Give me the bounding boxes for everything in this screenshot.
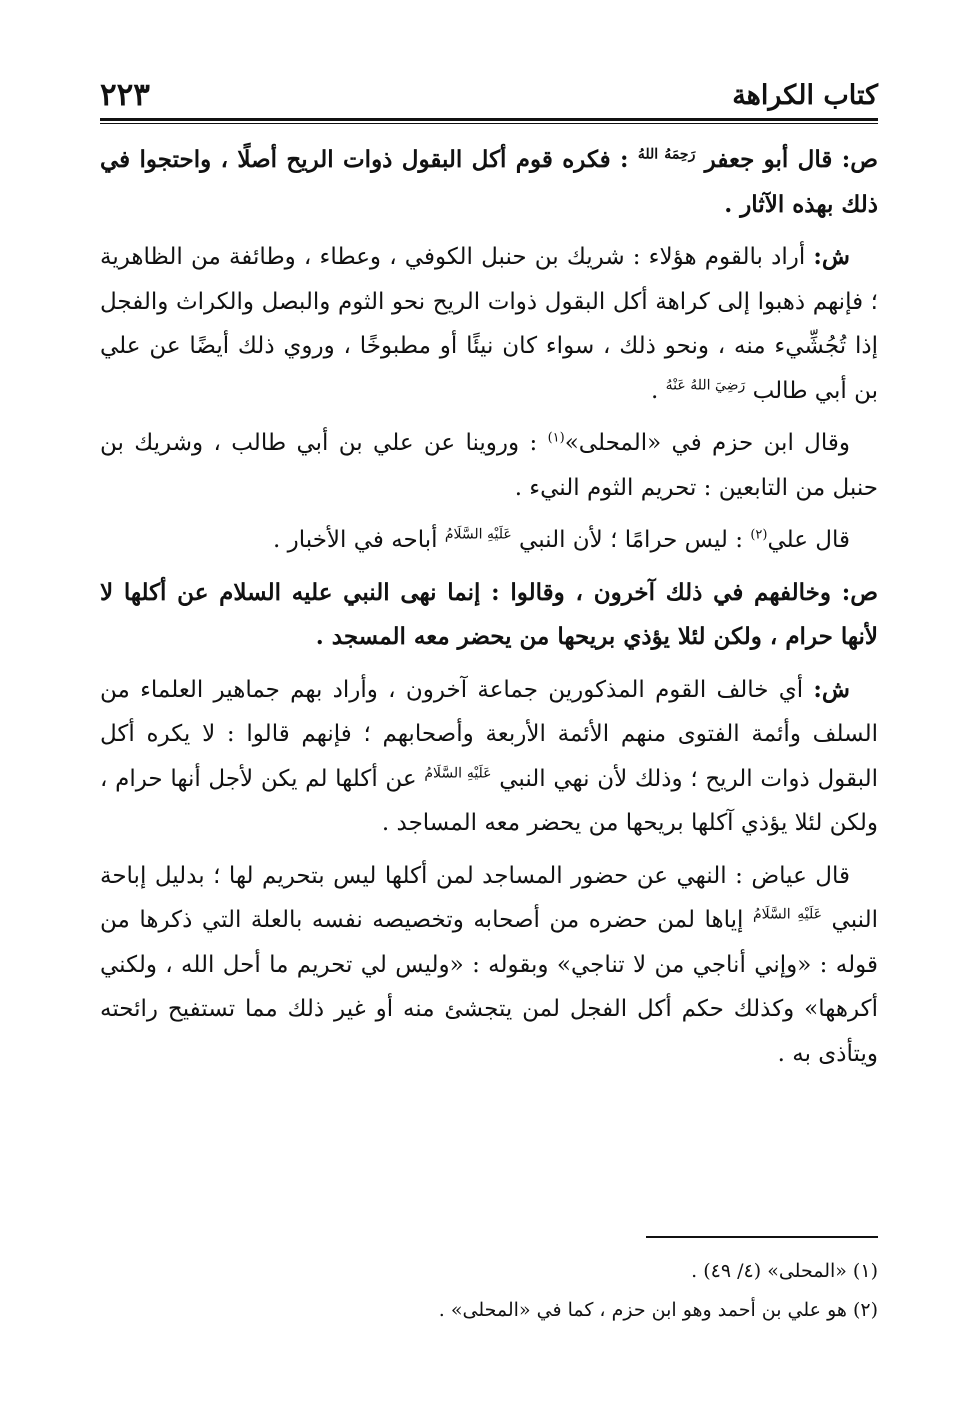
footnotes [100, 1252, 878, 1330]
paragraph-ibn-hazm-quote [100, 421, 878, 510]
footnote-ref-1: (١) [547, 430, 565, 446]
page-header [100, 58, 878, 118]
commentary-marker: ش: [813, 675, 850, 703]
paragraph-text: وخالفهم في ذلك آخرون ، وقالوا : إنما نهى النبي عليه السلام عن أكلها لا لأنها حرام ، ولكن لئلا يؤذي بريحها من يحضر معه المسجد . [100, 578, 878, 650]
honorific-glyph: عَلَيْهِ السَّلَامُ [752, 906, 822, 923]
honorific-glyph: عَلَيْهِ السَّلَامُ [424, 764, 492, 781]
paragraph-commentary-1 [100, 235, 878, 413]
paragraph-text: : فكره قوم أكل البقول ذوات الريح أصلًا ، واحتجوا في ذلك بهذه الآثار . [100, 146, 878, 218]
header-rule [100, 118, 878, 124]
paragraph-ali-quote [100, 518, 878, 563]
honorific-glyph: عَلَيْهِ السَّلَامُ [444, 526, 512, 543]
footnote-ref-2: (٢) [750, 527, 768, 543]
commentary-marker: ش: [813, 243, 850, 270]
paragraph-text: أباحه في الأخبار . [273, 527, 445, 553]
paragraph-text: قال عياض : النهي عن حضور المساجد لمن أكلها ليس بتحريم لها ؛ بدليل إباحة النبي [100, 862, 878, 933]
footnote-1: (١) «المحلى» (٤/ ٤٩) . [691, 1260, 878, 1282]
paragraph-text: قال أبو جعفر [695, 146, 842, 173]
footnote-rule [646, 1236, 878, 1238]
paragraph-text: . [651, 377, 666, 404]
honorific-glyph: رَحِمَهُ اللهُ [637, 146, 696, 163]
paragraph-text: وقال ابن حزم في «المحلى» [564, 430, 851, 456]
paragraph-text-1 [100, 138, 878, 227]
paragraph-text: : ليس حرامًا ؛ لأن النبي [511, 527, 751, 553]
main-text [100, 138, 878, 1084]
paragraph-text: أي خالف القوم المذكورين جماعة آخرون ، وأراد بهم جماهير العلماء من السلف وأئمة الفتوى منهم الأئمة الأربعة وأصحابهم ؛ فإنهم قالوا : لا يكره أكل البقول ذوات الريح ؛ وذلك لأن نهي النبي [100, 676, 879, 792]
paragraph-text: أراد بالقوم هؤلاء : شريك بن حنبل الكوفي ، وعطاء ، وطائفة من الظاهرية ؛ فإنهم ذهبوا إلى كراهة أكل البقول ذوات الريح نحو الثوم والبصل والكراث والفجل إذا تُجُشِّيء منه ، ونحو ذلك ، سواء كان نيئًا أو مطبوخًا ، وروي ذلك أيضًا عن علي بن أبي طالب [100, 244, 878, 404]
paragraph-text: قال علي [767, 527, 850, 553]
paragraph-iyad-quote [100, 854, 878, 1077]
paragraph-text: إياها لمن حضره من أصحابه وتخصيصه نفسه بالعلة التي ذكرها من قوله : «وإني أناجي من لا تناجي» وبقوله : «وليس لي تحريم ما أحل الله ، ولكني أكرهها» وكذلك حكم أكل الفجل لمن يتجشئ منه أو غير ذلك مما تستفيح رائحته ويتأذى به . [100, 907, 878, 1067]
paragraph-text: : وروينا عن علي بن أبي طالب ، وشريك بن حنبل من التابعين : تحريم الثوم النيء . [100, 430, 878, 501]
text-marker: ص: [841, 146, 878, 173]
paragraph-commentary-2 [100, 668, 878, 846]
footnote-2: (٢) هو علي بن أحمد وهو ابن حزم ، كما في «المحلى» . [438, 1299, 878, 1321]
page-number: ٢٢٣ [100, 76, 150, 113]
paragraph-text: عن أكلها لم يكن لأجل أنها حرام ، ولكن لئلا يؤذي آكلها بريحها من يحضر معه المساجد . [100, 765, 878, 836]
honorific-glyph: رَضِيَ اللهُ عَنْهُ [665, 376, 746, 393]
running-title: كتاب الكراهة [732, 79, 878, 111]
paragraph-text-2 [100, 571, 878, 660]
text-marker: ص: [841, 578, 878, 606]
